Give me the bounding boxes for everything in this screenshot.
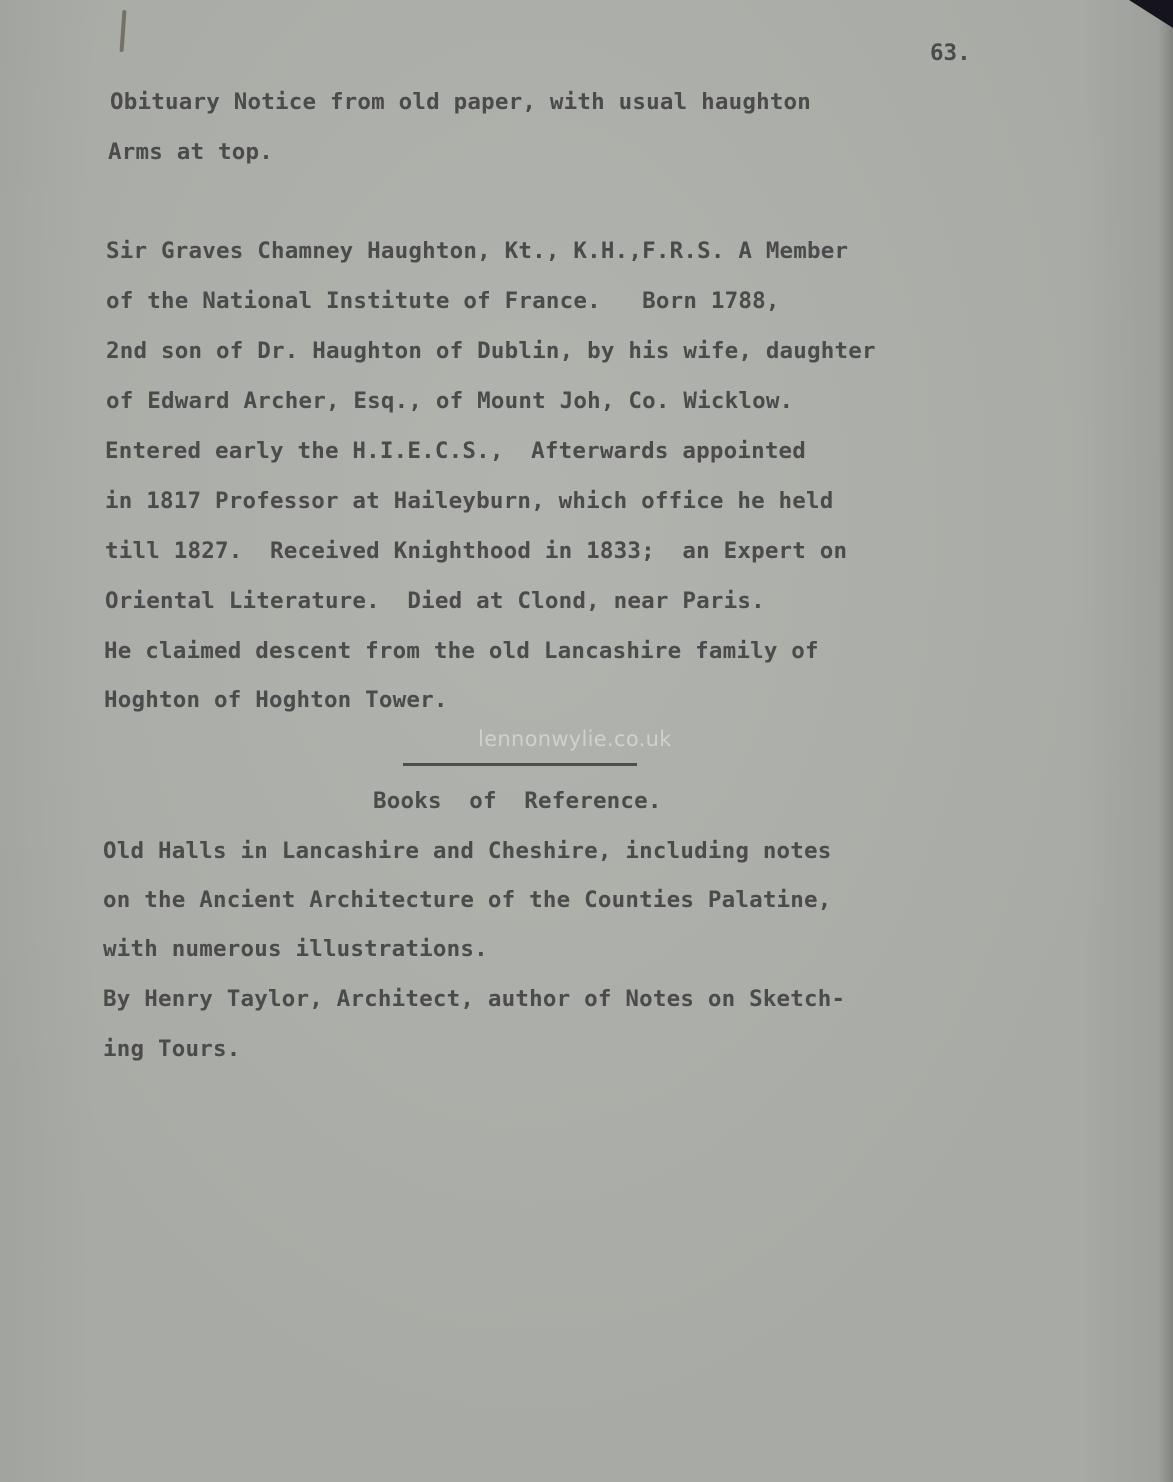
page-number: 63. [930, 40, 971, 66]
biography-line: Oriental Literature. Died at Clond, near Paris. [105, 588, 765, 614]
intro-line: Arms at top. [108, 139, 273, 165]
reference-line: on the Ancient Architecture of the Counties Palatine, [103, 887, 832, 913]
biography-line: till 1827. Received Knighthood in 1833; an Expert on [105, 538, 848, 564]
biography-line: He claimed descent from the old Lancashire family of [104, 638, 819, 664]
biography-line: Hoghton of Hoghton Tower. [104, 687, 448, 713]
biography-line: of the National Institute of France. Born 1788, [106, 288, 780, 314]
background-corner [1129, 0, 1173, 28]
page-edge-shadow [1159, 0, 1173, 1482]
section-divider [403, 763, 637, 766]
biography-line: of Edward Archer, Esq., of Mount Joh, Co. Wicklow. [106, 388, 794, 414]
reference-line: Old Halls in Lancashire and Cheshire, including notes [103, 838, 832, 864]
pin-mark [120, 10, 127, 52]
reference-line: ing Tours. [103, 1036, 241, 1062]
watermark: lennonwylie.co.uk [478, 727, 672, 751]
biography-line: in 1817 Professor at Haileyburn, which office he held [105, 488, 834, 514]
intro-line: Obituary Notice from old paper, with usual haughton [110, 89, 812, 115]
section-heading: Books of Reference. [373, 788, 662, 814]
biography-line: 2nd son of Dr. Haughton of Dublin, by his wife, daughter [106, 338, 876, 364]
reference-line: with numerous illustrations. [103, 936, 488, 962]
reference-line: By Henry Taylor, Architect, author of Notes on Sketch- [103, 986, 846, 1012]
biography-line: Entered early the H.I.E.C.S., Afterwards appointed [105, 438, 807, 464]
biography-line: Sir Graves Chamney Haughton, Kt., K.H.,F.R.S. A Member [106, 238, 849, 264]
